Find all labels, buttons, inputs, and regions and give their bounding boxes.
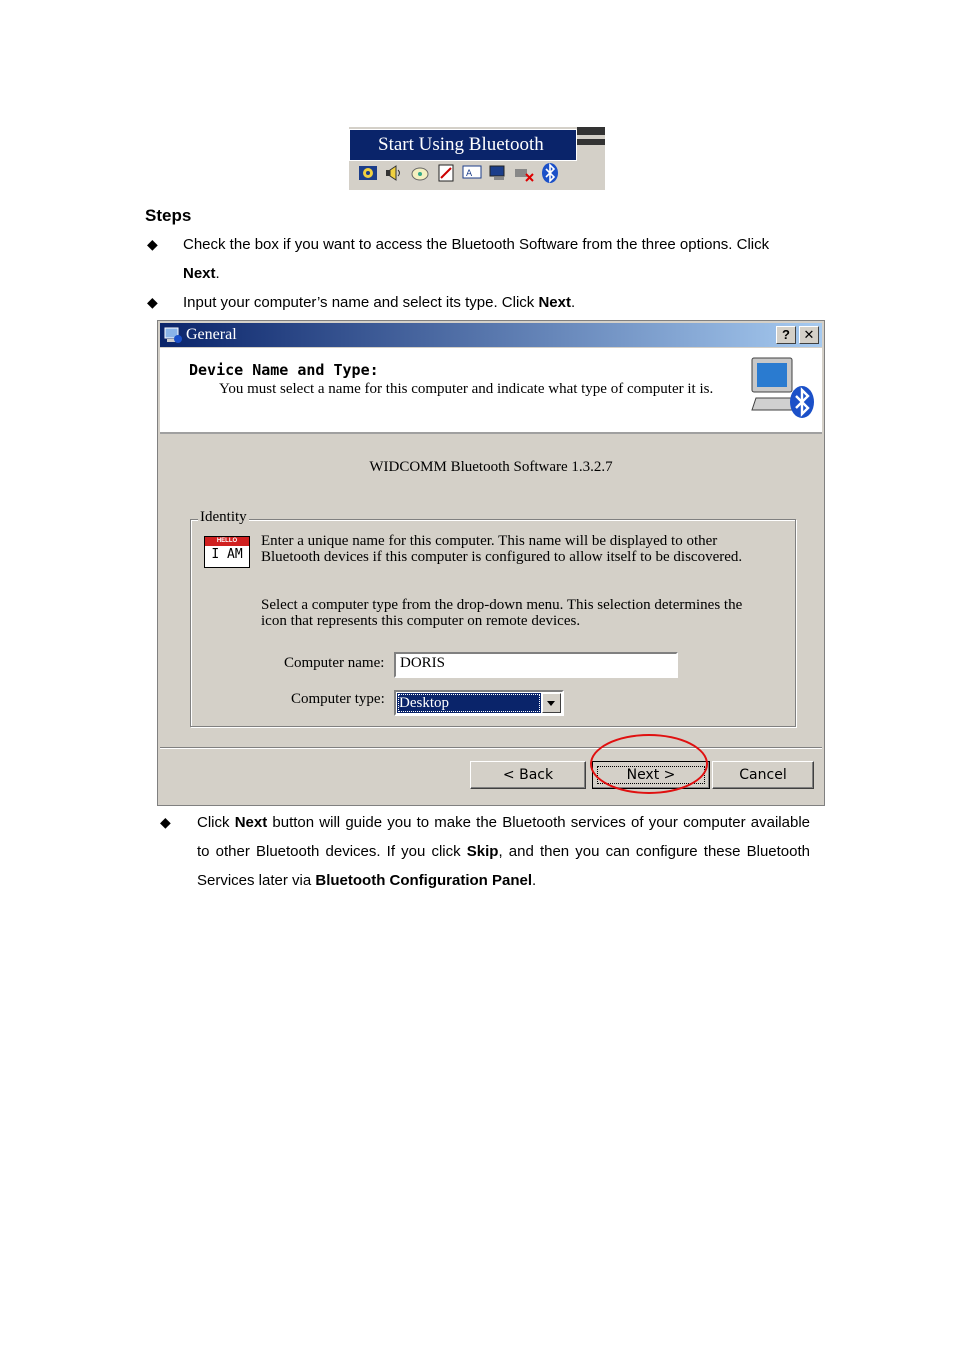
taskbar-edge [577,127,605,135]
bluetooth-computer-icon [748,354,816,422]
computer-type-label: Computer type: [291,691,385,707]
step-2-text [183,288,823,317]
network-icon[interactable] [357,163,379,183]
step-3-part-c: button will guide you to make the Bluetooth services of your computer available to other Bluetooth devices. If you click [197,814,810,860]
system-tray [357,161,601,185]
bluetooth-icon[interactable] [539,163,561,183]
step-1-body: Check the box if you want to access the Bluetooth Software from the three options. Click [183,236,770,253]
cancel-button[interactable]: Cancel [712,761,814,789]
volume-icon[interactable] [383,163,405,183]
step-3-part-a: Click [197,814,235,831]
step-3-skip-emphasis: Skip [466,843,499,860]
svg-text:A: A [466,169,473,179]
type-help-text [261,597,742,629]
name-help-text [261,533,742,565]
chat-icon[interactable] [461,163,483,183]
step-3-period: . [532,872,537,889]
button-separator [160,747,822,749]
computer-name-input[interactable]: DORIS [394,652,678,678]
tray-screenshot [349,127,605,190]
help-button[interactable]: ? [776,326,796,344]
bullet-icon: ◆ [147,236,158,252]
step-2-period: . [570,294,576,311]
dropdown-arrow-icon[interactable] [542,693,561,713]
dialog-title: General [186,326,237,343]
badge-text: I AM [211,547,243,562]
dialog-header [160,348,822,434]
step-3-panel-emphasis: Bluetooth Configuration Panel [315,872,533,889]
step-1-next-emphasis: Next [183,265,216,282]
name-help-line-1: Enter a unique name for this computer. This name will be displayed to other [261,533,718,549]
notepad-icon[interactable] [435,163,457,183]
step-3-next-emphasis: Next [234,814,268,831]
step-3-text [197,808,810,895]
computer-name-label: Computer name: [284,655,385,671]
bullet-icon: ◆ [147,294,158,310]
header-title: Device Name and Type: [189,361,379,379]
close-button[interactable]: ✕ [799,326,819,344]
badge-header: HELLO [205,537,249,546]
display-icon[interactable] [487,163,509,183]
computer-type-select[interactable] [394,690,564,716]
next-button-label: Next > [626,767,676,783]
bluetooth-computer-icon [164,326,182,344]
start-using-bluetooth-menu-item[interactable]: Start Using Bluetooth [349,129,577,161]
back-button[interactable]: < Back [470,761,586,789]
disc-icon[interactable] [409,163,431,183]
step-2-body: Input your computer’s name and select its type. Click [183,294,539,311]
bullet-icon: ◆ [160,814,171,830]
step-1-period: . [215,265,220,282]
step-1-text [183,230,823,288]
dialog-title-bar[interactable] [160,323,822,347]
general-dialog [157,320,825,806]
identity-group-label: Identity [200,509,247,525]
disconnected-network-icon[interactable] [513,163,535,183]
type-help-line-2: icon that represents this computer on remote devices. [261,613,581,629]
name-help-line-2: Bluetooth devices if this computer is configured to allow itself to be discovered. [261,549,743,565]
taskbar-edge-lower [577,139,605,145]
software-version: WIDCOMM Bluetooth Software 1.3.2.7 [369,459,613,475]
steps-heading: Steps [145,206,192,225]
type-help-line-1: Select a computer type from the drop-down menu. This selection determines the [261,597,743,613]
name-badge-icon [204,536,250,568]
computer-type-selected-value: Desktop [397,693,541,713]
header-description: You must select a name for this computer and indicate what type of computer it is. [219,381,714,397]
step-2-next-emphasis: Next [538,294,571,311]
step-3-part-e: , and then you can configure these Bluetooth Services later via [197,843,810,889]
next-highlight-ring [590,734,708,794]
